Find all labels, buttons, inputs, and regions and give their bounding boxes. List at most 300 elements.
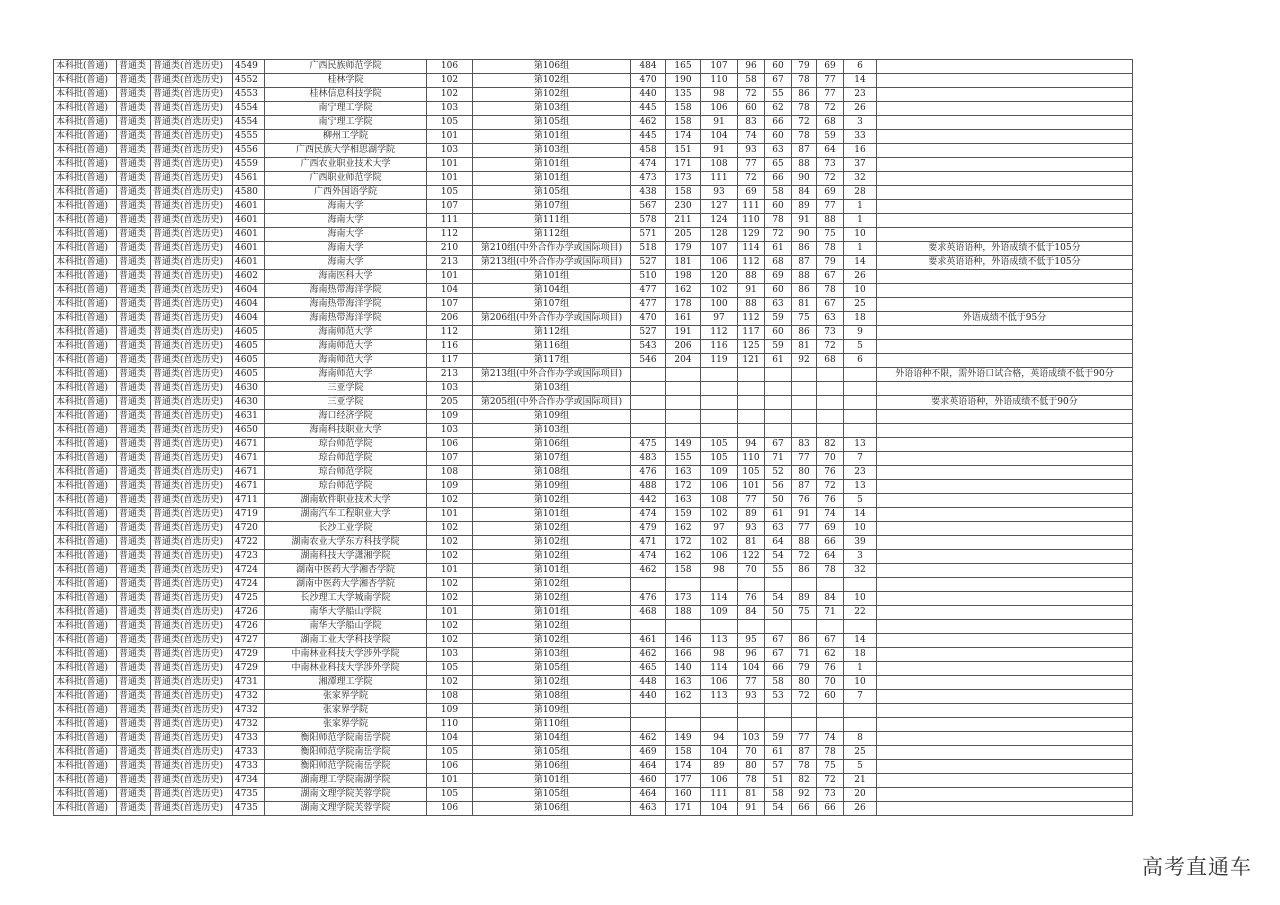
cell-score-d: 87 — [792, 256, 817, 270]
cell-group-code: 103 — [427, 382, 473, 396]
cell-group-name: 第112组 — [473, 326, 631, 340]
cell-chinese-math: 174 — [666, 760, 701, 774]
cell-rank-count: 3 — [844, 550, 877, 564]
cell-group-code: 107 — [427, 298, 473, 312]
cell-total-score: 571 — [631, 228, 666, 242]
cell-batch: 本科批(普通) — [54, 186, 117, 200]
cell-category: 普通类 — [117, 102, 151, 116]
table-row — [54, 564, 1133, 578]
cell-score-e — [817, 396, 844, 410]
cell-school-name: 海南热带海洋学院 — [265, 284, 427, 298]
cell-score-c: 63 — [765, 144, 792, 158]
cell-group-code: 213 — [427, 256, 473, 270]
cell-remark — [877, 774, 1133, 788]
cell-school-code: 4556 — [233, 144, 265, 158]
cell-rank-count: 10 — [844, 228, 877, 242]
cell-category: 普通类 — [117, 676, 151, 690]
cell-school-code: 4671 — [233, 452, 265, 466]
cell-school-code: 4671 — [233, 438, 265, 452]
cell-score-a: 105 — [701, 438, 738, 452]
cell-rank-count — [844, 424, 877, 438]
cell-score-b: 110 — [738, 214, 765, 228]
cell-total-score: 462 — [631, 564, 666, 578]
cell-school-name: 海南热带海洋学院 — [265, 312, 427, 326]
cell-score-b: 83 — [738, 116, 765, 130]
cell-chinese-math: 135 — [666, 88, 701, 102]
cell-school-code: 4604 — [233, 298, 265, 312]
cell-score-b: 96 — [738, 60, 765, 74]
cell-score-c: 64 — [765, 536, 792, 550]
table-row — [54, 130, 1133, 144]
cell-school-code: 4671 — [233, 466, 265, 480]
cell-batch: 本科批(普通) — [54, 158, 117, 172]
cell-school-code: 4734 — [233, 774, 265, 788]
cell-score-a — [701, 382, 738, 396]
cell-score-b: 77 — [738, 158, 765, 172]
cell-score-d: 83 — [792, 438, 817, 452]
cell-score-b: 88 — [738, 298, 765, 312]
cell-score-a: 111 — [701, 788, 738, 802]
cell-category: 普通类 — [117, 438, 151, 452]
cell-rank-count — [844, 410, 877, 424]
cell-school-code: 4735 — [233, 788, 265, 802]
cell-score-c — [765, 382, 792, 396]
cell-school-code: 4605 — [233, 368, 265, 382]
cell-chinese-math — [666, 410, 701, 424]
cell-remark — [877, 704, 1133, 718]
cell-rank-count: 5 — [844, 340, 877, 354]
cell-school-name: 海南大学 — [265, 228, 427, 242]
cell-score-b: 69 — [738, 186, 765, 200]
cell-group-code: 102 — [427, 676, 473, 690]
cell-batch: 本科批(普通) — [54, 228, 117, 242]
cell-score-c: 72 — [765, 228, 792, 242]
cell-school-code: 4720 — [233, 522, 265, 536]
cell-group-code: 210 — [427, 242, 473, 256]
cell-total-score: 477 — [631, 298, 666, 312]
cell-group-name: 第107组 — [473, 298, 631, 312]
cell-score-b: 93 — [738, 522, 765, 536]
cell-group-code: 105 — [427, 788, 473, 802]
cell-category: 普通类 — [117, 88, 151, 102]
cell-subject-type: 普通类(首选历史) — [151, 396, 233, 410]
cell-remark — [877, 466, 1133, 480]
cell-remark — [877, 200, 1133, 214]
cell-school-code: 4650 — [233, 424, 265, 438]
cell-score-b: 125 — [738, 340, 765, 354]
cell-score-c — [765, 368, 792, 382]
cell-remark — [877, 214, 1133, 228]
cell-score-b: 74 — [738, 130, 765, 144]
cell-score-b: 84 — [738, 606, 765, 620]
cell-school-name: 湘潭理工学院 — [265, 676, 427, 690]
cell-score-a: 102 — [701, 284, 738, 298]
cell-chinese-math: 161 — [666, 312, 701, 326]
cell-remark — [877, 340, 1133, 354]
table-row — [54, 74, 1133, 88]
cell-group-name: 第102组 — [473, 634, 631, 648]
cell-school-code: 4727 — [233, 634, 265, 648]
cell-group-code: 102 — [427, 550, 473, 564]
cell-rank-count: 7 — [844, 452, 877, 466]
cell-score-a: 113 — [701, 690, 738, 704]
cell-score-d — [792, 578, 817, 592]
cell-chinese-math: 171 — [666, 158, 701, 172]
cell-school-name: 海南医科大学 — [265, 270, 427, 284]
cell-school-name: 三亚学院 — [265, 396, 427, 410]
cell-score-d: 80 — [792, 466, 817, 480]
cell-batch: 本科批(普通) — [54, 354, 117, 368]
cell-school-name: 湖南农业大学东方科技学院 — [265, 536, 427, 550]
cell-group-name: 第106组 — [473, 802, 631, 816]
cell-remark — [877, 270, 1133, 284]
cell-group-code: 105 — [427, 116, 473, 130]
cell-school-code: 4732 — [233, 718, 265, 732]
cell-remark — [877, 592, 1133, 606]
cell-school-name: 湖南工业大学科技学院 — [265, 634, 427, 648]
cell-group-name: 第103组 — [473, 648, 631, 662]
cell-school-code: 4602 — [233, 270, 265, 284]
cell-rank-count: 6 — [844, 354, 877, 368]
cell-chinese-math: 173 — [666, 172, 701, 186]
cell-category: 普通类 — [117, 312, 151, 326]
cell-score-a — [701, 620, 738, 634]
cell-total-score — [631, 396, 666, 410]
cell-chinese-math — [666, 368, 701, 382]
cell-batch: 本科批(普通) — [54, 732, 117, 746]
watermark-text: 高考直通车 — [1142, 855, 1252, 879]
cell-score-c: 54 — [765, 550, 792, 564]
cell-score-b: 112 — [738, 312, 765, 326]
cell-remark — [877, 228, 1133, 242]
cell-score-c: 67 — [765, 74, 792, 88]
cell-chinese-math: 172 — [666, 480, 701, 494]
table-row — [54, 270, 1133, 284]
cell-score-c: 62 — [765, 102, 792, 116]
cell-score-b — [738, 396, 765, 410]
cell-score-e: 66 — [817, 536, 844, 550]
cell-group-name: 第213组(中外合作办学或国际项目) — [473, 256, 631, 270]
table-row — [54, 452, 1133, 466]
cell-school-code: 4725 — [233, 592, 265, 606]
cell-total-score: 474 — [631, 508, 666, 522]
cell-score-d: 81 — [792, 298, 817, 312]
cell-score-c: 54 — [765, 592, 792, 606]
cell-total-score: 527 — [631, 256, 666, 270]
cell-rank-count: 1 — [844, 200, 877, 214]
cell-score-e: 72 — [817, 102, 844, 116]
cell-remark — [877, 760, 1133, 774]
cell-batch: 本科批(普通) — [54, 788, 117, 802]
cell-group-code: 107 — [427, 452, 473, 466]
table-row — [54, 88, 1133, 102]
cell-category: 普通类 — [117, 242, 151, 256]
cell-score-c — [765, 718, 792, 732]
cell-school-code: 4605 — [233, 354, 265, 368]
cell-school-code: 4732 — [233, 690, 265, 704]
cell-score-a: 91 — [701, 116, 738, 130]
cell-score-a — [701, 410, 738, 424]
table-row — [54, 158, 1133, 172]
cell-group-name: 第103组 — [473, 382, 631, 396]
cell-subject-type: 普通类(首选历史) — [151, 578, 233, 592]
cell-total-score: 510 — [631, 270, 666, 284]
cell-school-code: 4605 — [233, 340, 265, 354]
cell-school-code: 4719 — [233, 508, 265, 522]
cell-score-c: 59 — [765, 732, 792, 746]
cell-score-b — [738, 578, 765, 592]
cell-total-score: 477 — [631, 284, 666, 298]
cell-score-d — [792, 368, 817, 382]
cell-rank-count: 10 — [844, 284, 877, 298]
cell-group-name: 第107组 — [473, 452, 631, 466]
table-row — [54, 410, 1133, 424]
cell-total-score: 470 — [631, 74, 666, 88]
cell-score-e: 82 — [817, 438, 844, 452]
cell-rank-count: 10 — [844, 592, 877, 606]
cell-subject-type: 普通类(首选历史) — [151, 676, 233, 690]
cell-group-name: 第101组 — [473, 508, 631, 522]
cell-score-c — [765, 578, 792, 592]
cell-score-c: 55 — [765, 564, 792, 578]
cell-category: 普通类 — [117, 256, 151, 270]
cell-group-code: 117 — [427, 354, 473, 368]
cell-group-code: 112 — [427, 326, 473, 340]
cell-category: 普通类 — [117, 662, 151, 676]
cell-school-code: 4601 — [233, 228, 265, 242]
cell-school-code: 4724 — [233, 578, 265, 592]
cell-batch: 本科批(普通) — [54, 592, 117, 606]
cell-group-name: 第107组 — [473, 200, 631, 214]
cell-total-score: 543 — [631, 340, 666, 354]
cell-score-a: 100 — [701, 298, 738, 312]
cell-group-code: 108 — [427, 690, 473, 704]
cell-batch: 本科批(普通) — [54, 88, 117, 102]
table-row — [54, 256, 1133, 270]
cell-category: 普通类 — [117, 228, 151, 242]
cell-remark — [877, 158, 1133, 172]
cell-group-code: 103 — [427, 102, 473, 116]
cell-score-d: 87 — [792, 144, 817, 158]
cell-group-name: 第105组 — [473, 746, 631, 760]
cell-group-name: 第102组 — [473, 522, 631, 536]
cell-category: 普通类 — [117, 788, 151, 802]
cell-school-name: 海南热带海洋学院 — [265, 298, 427, 312]
cell-subject-type: 普通类(首选历史) — [151, 242, 233, 256]
cell-batch: 本科批(普通) — [54, 620, 117, 634]
cell-rank-count: 10 — [844, 676, 877, 690]
cell-score-b: 96 — [738, 648, 765, 662]
cell-score-d — [792, 410, 817, 424]
cell-score-d: 86 — [792, 88, 817, 102]
cell-group-code: 104 — [427, 732, 473, 746]
cell-school-name: 三亚学院 — [265, 382, 427, 396]
cell-rank-count: 32 — [844, 564, 877, 578]
cell-remark — [877, 564, 1133, 578]
cell-school-code: 4604 — [233, 312, 265, 326]
cell-rank-count — [844, 704, 877, 718]
cell-group-code: 101 — [427, 130, 473, 144]
cell-score-c: 68 — [765, 256, 792, 270]
table-row — [54, 200, 1133, 214]
cell-score-b: 93 — [738, 690, 765, 704]
cell-score-a: 106 — [701, 256, 738, 270]
cell-batch: 本科批(普通) — [54, 438, 117, 452]
cell-group-code: 101 — [427, 774, 473, 788]
cell-score-e: 62 — [817, 648, 844, 662]
cell-score-d: 71 — [792, 648, 817, 662]
cell-school-code: 4559 — [233, 158, 265, 172]
table-row — [54, 424, 1133, 438]
cell-group-name: 第104组 — [473, 732, 631, 746]
cell-score-b: 101 — [738, 480, 765, 494]
cell-subject-type: 普通类(首选历史) — [151, 354, 233, 368]
cell-rank-count: 6 — [844, 60, 877, 74]
cell-subject-type: 普通类(首选历史) — [151, 788, 233, 802]
cell-chinese-math: 160 — [666, 788, 701, 802]
cell-subject-type: 普通类(首选历史) — [151, 368, 233, 382]
cell-group-name: 第103组 — [473, 102, 631, 116]
cell-batch: 本科批(普通) — [54, 746, 117, 760]
cell-group-name: 第102组 — [473, 74, 631, 88]
cell-school-name: 广西外国语学院 — [265, 186, 427, 200]
cell-score-e: 77 — [817, 88, 844, 102]
cell-category: 普通类 — [117, 592, 151, 606]
cell-subject-type: 普通类(首选历史) — [151, 270, 233, 284]
cell-total-score: 567 — [631, 200, 666, 214]
cell-score-e: 73 — [817, 788, 844, 802]
cell-chinese-math: 171 — [666, 802, 701, 816]
cell-score-a — [701, 718, 738, 732]
cell-score-b: 93 — [738, 144, 765, 158]
table-row — [54, 508, 1133, 522]
cell-score-b: 112 — [738, 256, 765, 270]
cell-score-b — [738, 382, 765, 396]
table-row — [54, 634, 1133, 648]
cell-subject-type: 普通类(首选历史) — [151, 690, 233, 704]
cell-batch: 本科批(普通) — [54, 74, 117, 88]
cell-subject-type: 普通类(首选历史) — [151, 186, 233, 200]
cell-score-e: 69 — [817, 522, 844, 536]
cell-score-e: 74 — [817, 508, 844, 522]
cell-group-code: 102 — [427, 522, 473, 536]
cell-school-name: 长沙理工大学城南学院 — [265, 592, 427, 606]
cell-score-c: 58 — [765, 676, 792, 690]
table-row — [54, 802, 1133, 816]
cell-category: 普通类 — [117, 326, 151, 340]
cell-score-c: 63 — [765, 522, 792, 536]
cell-chinese-math: 159 — [666, 508, 701, 522]
cell-subject-type: 普通类(首选历史) — [151, 480, 233, 494]
cell-score-d: 66 — [792, 802, 817, 816]
cell-score-c: 66 — [765, 662, 792, 676]
table-row — [54, 606, 1133, 620]
cell-score-d: 72 — [792, 116, 817, 130]
cell-batch: 本科批(普通) — [54, 102, 117, 116]
cell-score-e — [817, 718, 844, 732]
cell-school-name: 琼台师范学院 — [265, 452, 427, 466]
cell-remark — [877, 424, 1133, 438]
cell-remark: 外语语种不限，需外语口试合格，英语成绩不低于90分 — [877, 368, 1133, 382]
cell-score-e: 67 — [817, 298, 844, 312]
cell-chinese-math: 178 — [666, 298, 701, 312]
cell-score-e: 73 — [817, 158, 844, 172]
cell-score-a: 114 — [701, 592, 738, 606]
cell-category: 普通类 — [117, 410, 151, 424]
cell-school-name: 衡阳师范学院南岳学院 — [265, 732, 427, 746]
cell-category: 普通类 — [117, 718, 151, 732]
cell-subject-type: 普通类(首选历史) — [151, 704, 233, 718]
cell-school-name: 柳州工学院 — [265, 130, 427, 144]
cell-chinese-math: 140 — [666, 662, 701, 676]
cell-rank-count: 3 — [844, 116, 877, 130]
cell-batch: 本科批(普通) — [54, 424, 117, 438]
cell-score-c: 67 — [765, 648, 792, 662]
cell-school-name: 湖南中医药大学湘杏学院 — [265, 564, 427, 578]
cell-category: 普通类 — [117, 634, 151, 648]
cell-score-e: 79 — [817, 256, 844, 270]
cell-score-c: 78 — [765, 214, 792, 228]
cell-remark: 要求英语语种，外语成绩不低于105分 — [877, 242, 1133, 256]
cell-batch: 本科批(普通) — [54, 144, 117, 158]
cell-school-name: 湖南理工学院南湖学院 — [265, 774, 427, 788]
cell-category: 普通类 — [117, 620, 151, 634]
cell-score-a: 104 — [701, 130, 738, 144]
cell-category: 普通类 — [117, 284, 151, 298]
cell-score-d — [792, 382, 817, 396]
cell-score-a: 114 — [701, 662, 738, 676]
cell-batch: 本科批(普通) — [54, 312, 117, 326]
cell-school-name: 海南科技职业大学 — [265, 424, 427, 438]
table-row — [54, 578, 1133, 592]
cell-subject-type: 普通类(首选历史) — [151, 214, 233, 228]
cell-score-a: 98 — [701, 564, 738, 578]
cell-remark — [877, 550, 1133, 564]
cell-category: 普通类 — [117, 186, 151, 200]
cell-school-code: 4552 — [233, 74, 265, 88]
cell-score-b: 89 — [738, 508, 765, 522]
cell-remark — [877, 508, 1133, 522]
cell-batch: 本科批(普通) — [54, 452, 117, 466]
cell-score-a: 109 — [701, 606, 738, 620]
cell-score-a: 102 — [701, 508, 738, 522]
cell-score-a: 104 — [701, 802, 738, 816]
cell-category: 普通类 — [117, 606, 151, 620]
cell-chinese-math — [666, 578, 701, 592]
cell-score-a: 106 — [701, 480, 738, 494]
table-row — [54, 116, 1133, 130]
cell-total-score: 458 — [631, 144, 666, 158]
cell-score-b — [738, 620, 765, 634]
cell-score-c: 61 — [765, 746, 792, 760]
cell-score-b: 121 — [738, 354, 765, 368]
cell-group-code: 116 — [427, 340, 473, 354]
cell-group-name: 第101组 — [473, 774, 631, 788]
cell-school-code: 4601 — [233, 200, 265, 214]
cell-chinese-math: 146 — [666, 634, 701, 648]
cell-remark — [877, 116, 1133, 130]
cell-score-e: 72 — [817, 172, 844, 186]
table-row — [54, 480, 1133, 494]
cell-chinese-math: 155 — [666, 452, 701, 466]
cell-score-d: 87 — [792, 746, 817, 760]
cell-total-score: 463 — [631, 802, 666, 816]
cell-chinese-math — [666, 424, 701, 438]
cell-batch: 本科批(普通) — [54, 480, 117, 494]
cell-score-a: 108 — [701, 158, 738, 172]
cell-total-score: 475 — [631, 438, 666, 452]
cell-group-code: 101 — [427, 508, 473, 522]
